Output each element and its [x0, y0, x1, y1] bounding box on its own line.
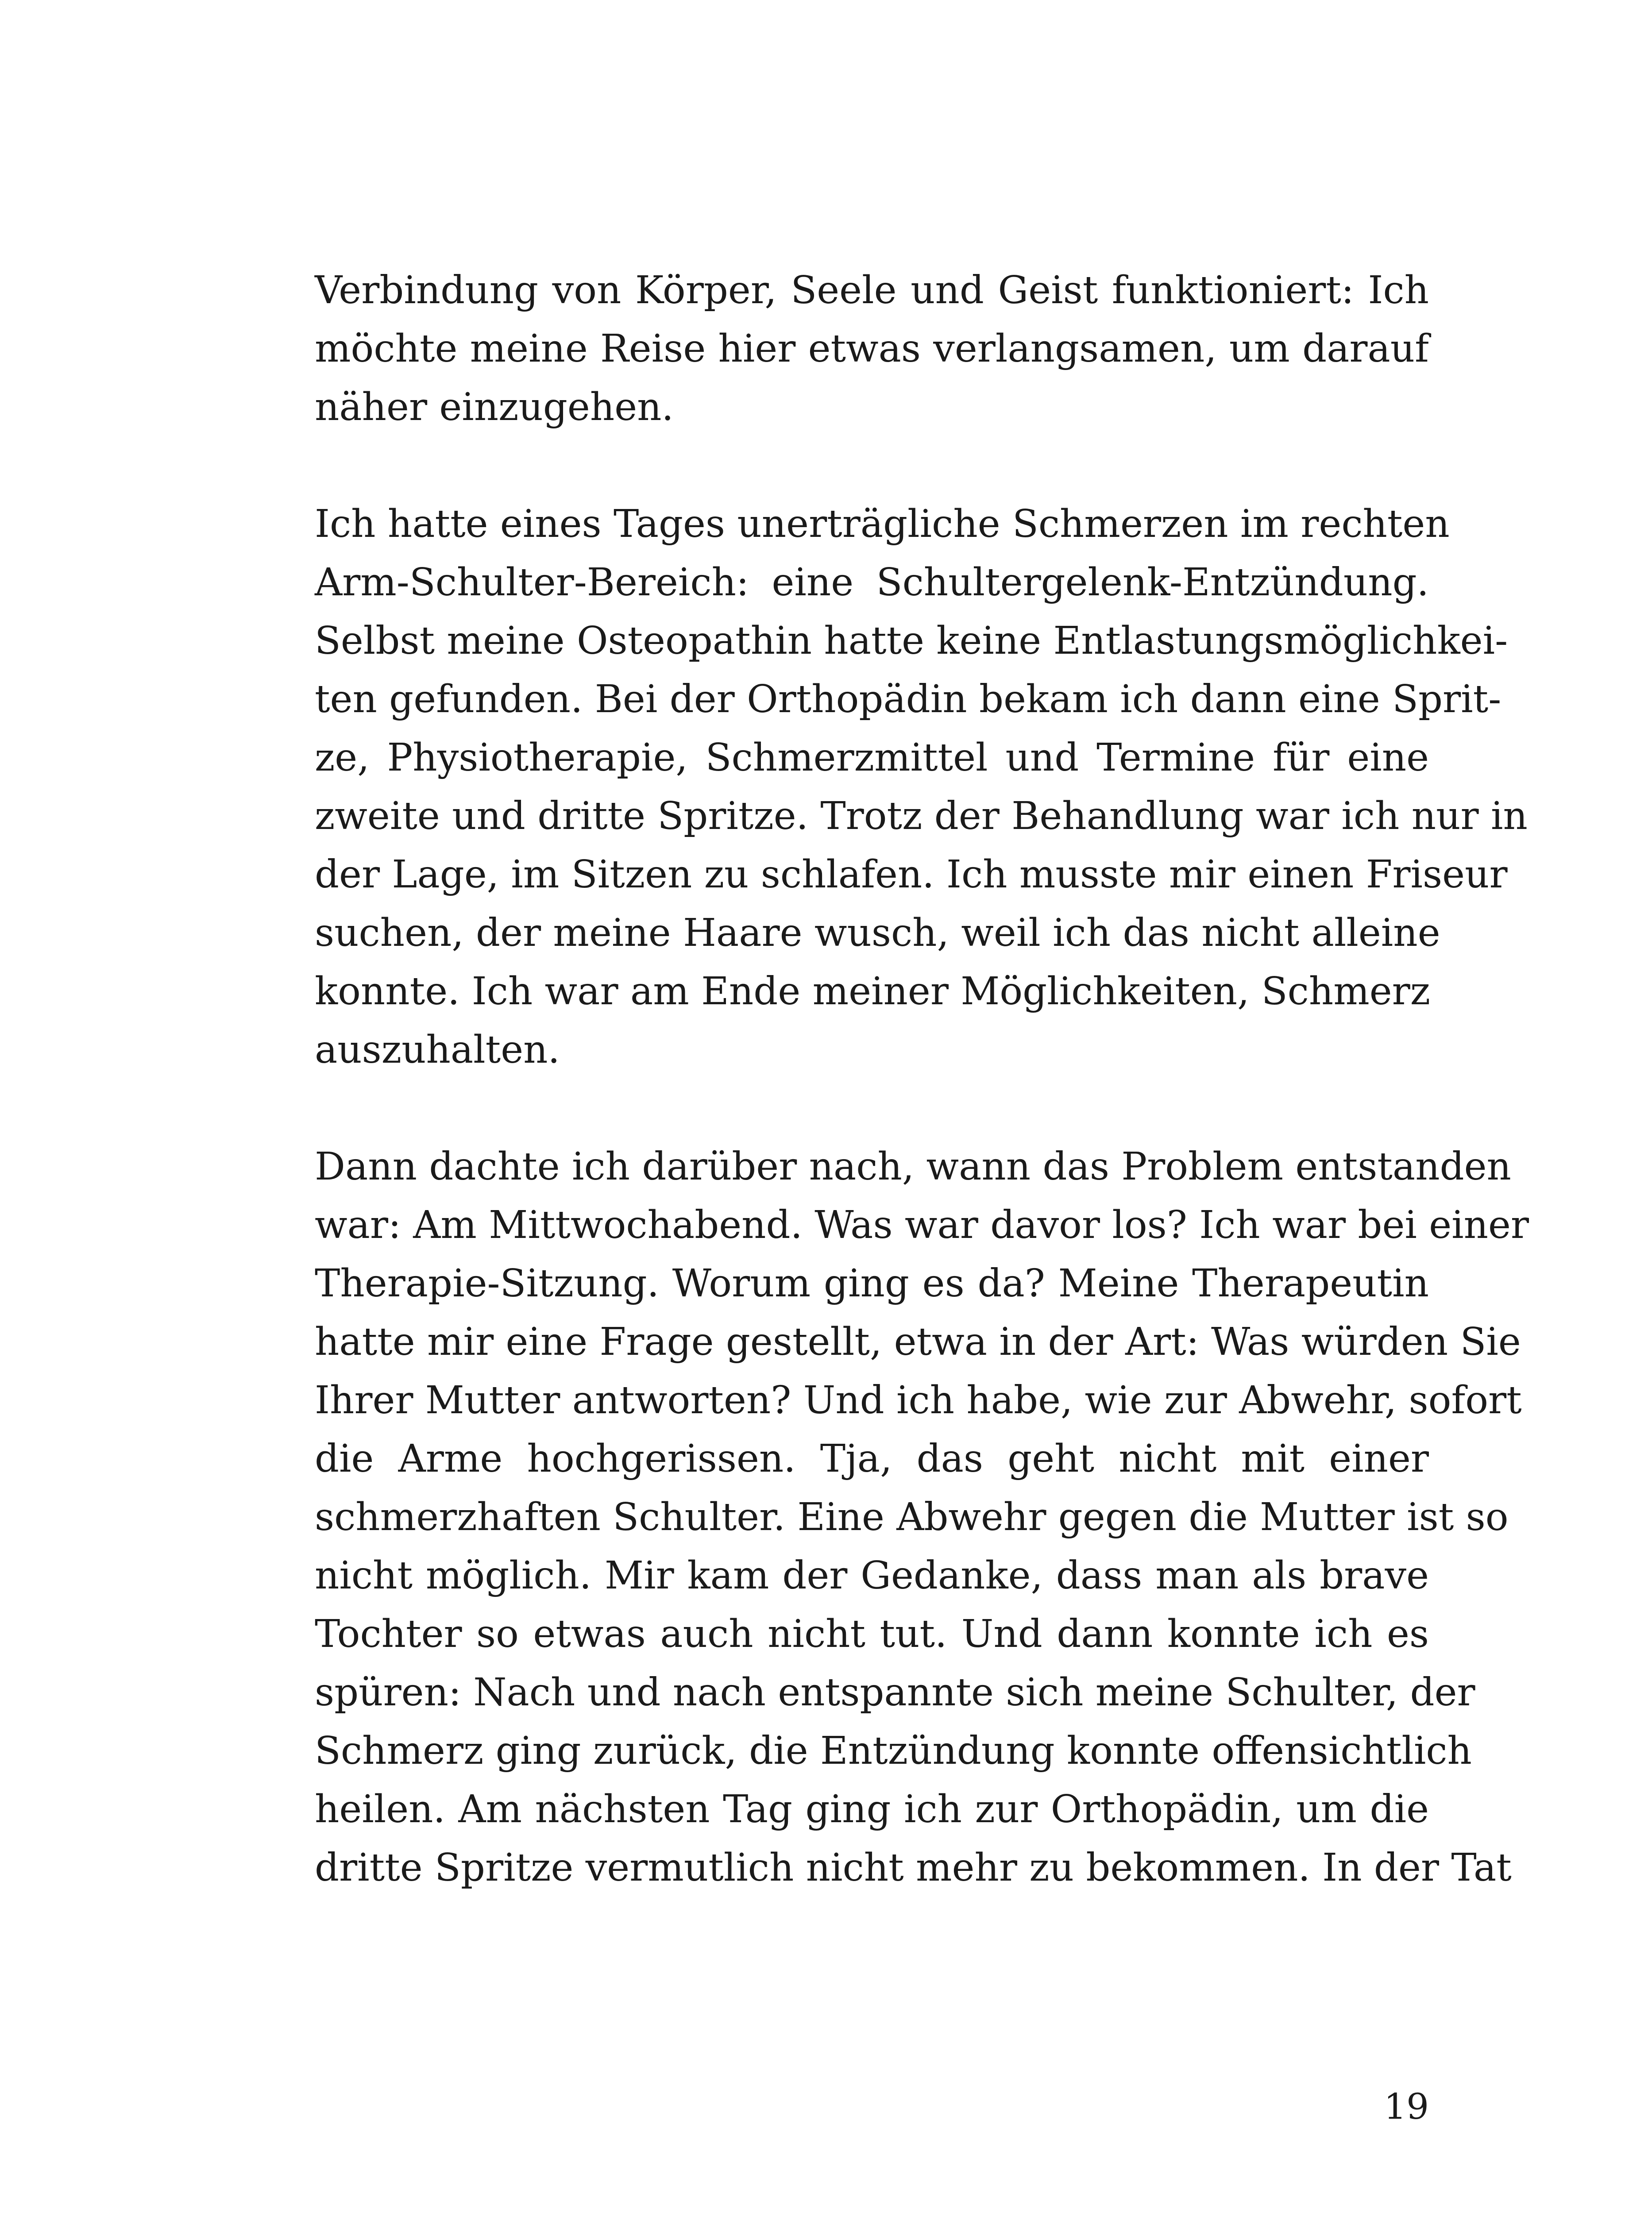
- text-line: Verbindung von Körper, Seele und Geist funktioniert: Ich: [315, 268, 1429, 312]
- text-line: der Lage, im Sitzen zu schlafen. Ich musste mir einen Friseur: [315, 852, 1508, 897]
- text-line: Therapie-Sitzung. Worum ging es da? Meine Therapeutin: [315, 1261, 1429, 1306]
- text-line: näher einzugehen.: [315, 385, 674, 429]
- text-line: dritte Spritze vermutlich nicht mehr zu bekommen. In der Tat: [315, 1846, 1512, 1890]
- text-line: ten gefunden. Bei der Orthopädin bekam ich dann eine Sprit-: [315, 677, 1501, 721]
- text-line: schmerzhaften Schulter. Eine Abwehr gegen die Mutter ist so: [315, 1495, 1509, 1539]
- text-line: suchen, der meine Haare wusch, weil ich das nicht alleine: [315, 911, 1440, 955]
- text-line: Ich hatte eines Tages unerträgliche Schmerzen im rechten: [315, 502, 1450, 546]
- text-line: nicht möglich. Mir kam der Gedanke, dass man als brave: [315, 1554, 1429, 1598]
- text-line: Schmerz ging zurück, die Entzündung konnte offensichtlich: [315, 1729, 1472, 1773]
- text-line: die Arme hochgerissen. Tja, das geht nicht mit einer: [315, 1437, 1429, 1481]
- text-line: zweite und dritte Spritze. Trotz der Behandlung war ich nur in: [315, 794, 1528, 838]
- paragraph-1: [315, 261, 1429, 436]
- text-line: auszuhalten.: [315, 1028, 560, 1072]
- text-line: Tochter so etwas auch nicht tut. Und dann konnte ich es: [315, 1612, 1429, 1656]
- text-line: Ihrer Mutter antworten? Und ich habe, wie zur Abwehr, sofort: [315, 1378, 1522, 1423]
- text-line: spüren: Nach und nach entspannte sich meine Schulter, der: [315, 1670, 1475, 1715]
- paragraph-gap: [315, 436, 1429, 495]
- text-line: Dann dachte ich darüber nach, wann das Problem entstanden: [315, 1145, 1511, 1189]
- text-line: war: Am Mittwochabend. Was war davor los? Ich war bei einer: [315, 1203, 1529, 1247]
- text-line: möchte meine Reise hier etwas verlangsamen, um darauf: [315, 327, 1429, 371]
- paragraph-2: [315, 495, 1528, 1079]
- body-text: [315, 261, 1529, 1897]
- text-line: heilen. Am nächsten Tag ging ich zur Orthopädin, um die: [315, 1787, 1429, 1831]
- paragraph-gap: [315, 1079, 1429, 1137]
- paragraph-3: [315, 1137, 1529, 1897]
- text-line: konnte. Ich war am Ende meiner Möglichkeiten, Schmerz: [315, 969, 1431, 1014]
- page-number: 19: [1384, 2086, 1429, 2127]
- text-line: Selbst meine Osteopathin hatte keine Entlastungsmöglichkei-: [315, 619, 1508, 663]
- text-line: ze, Physiotherapie, Schmerzmittel und Termine für eine: [315, 736, 1429, 780]
- text-line: Arm-Schulter-Bereich: eine Schultergelenk-Entzündung.: [315, 560, 1429, 605]
- text-line: hatte mir eine Frage gestellt, etwa in der Art: Was würden Sie: [315, 1320, 1521, 1364]
